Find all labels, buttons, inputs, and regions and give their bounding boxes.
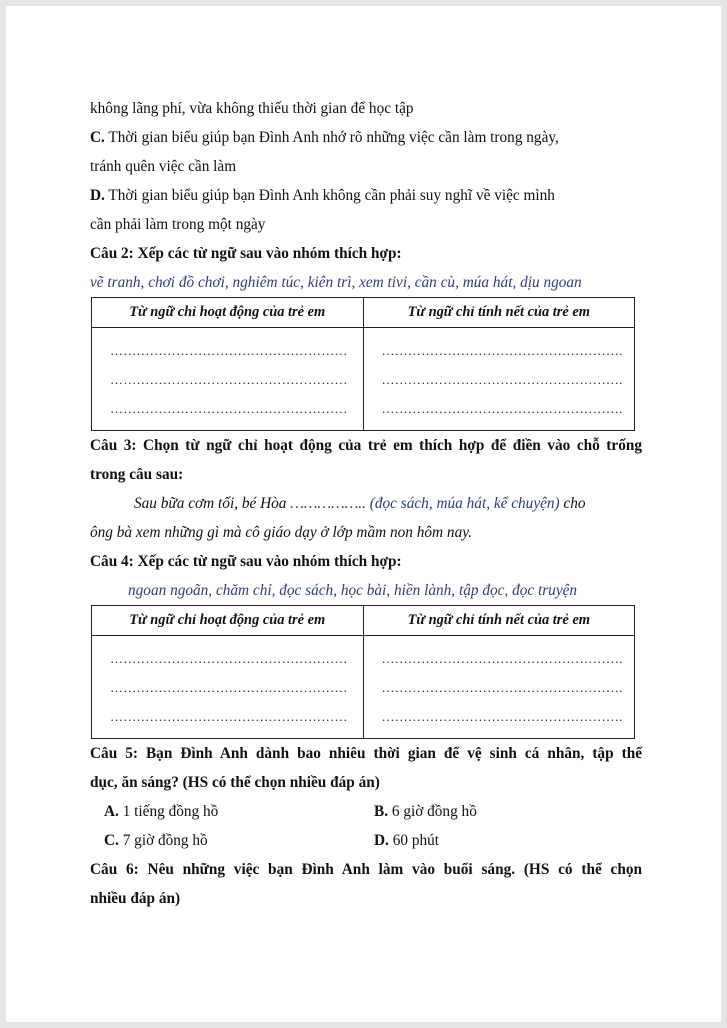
dotted-line: ………………………………………………. <box>381 680 623 695</box>
question-2-title: Câu 2: Xếp các từ ngữ sau vào nhóm thích hợp: <box>90 245 402 262</box>
table-header-character: Từ ngữ chỉ tính nết của trẻ em <box>363 606 635 636</box>
dotted-line: ……………………………………………… <box>110 651 348 666</box>
question-5-options-row <box>90 797 642 826</box>
table-header-activity: Từ ngữ chỉ hoạt động của trẻ em <box>92 298 364 328</box>
text-line: cần phải làm trong một ngày <box>90 216 266 233</box>
question-5-title-cont: dục, ăn sáng? (HS có thể chọn nhiều đáp án) <box>90 774 380 791</box>
document-content <box>90 94 642 913</box>
answer-cell-character[interactable] <box>363 636 635 739</box>
document-page <box>6 6 721 1022</box>
option-text: Thời gian biểu giúp bạn Đình Anh nhớ rõ những việc cần làm trong ngày, <box>104 129 559 146</box>
question-2-table <box>91 297 635 431</box>
option-label: B. <box>374 803 389 820</box>
answer-cell-character[interactable] <box>363 328 635 431</box>
dotted-line: ………………………………………………. <box>381 343 623 358</box>
question-3-sentence-cont: ông bà xem những gì mà cô giáo dạy ở lớp mầm non hôm nay. <box>90 524 472 541</box>
dotted-line: ………………………………………………. <box>381 651 623 666</box>
fill-blank[interactable]: …………….. <box>286 495 370 512</box>
dotted-line: ………………………………………………. <box>381 709 623 724</box>
dotted-line: ……………………………………………… <box>110 401 348 416</box>
question-4-title: Câu 4: Xếp các từ ngữ sau vào nhóm thích hợp: <box>90 553 402 570</box>
question-5-options-row <box>90 826 642 855</box>
table-header-character: Từ ngữ chỉ tính nết của trẻ em <box>363 298 635 328</box>
option-d[interactable] <box>374 826 439 855</box>
option-text: Thời gian biểu giúp bạn Đình Anh không cần phải suy nghĩ về việc mình <box>104 187 555 204</box>
option-b[interactable] <box>374 797 477 826</box>
table-header-activity: Từ ngữ chỉ hoạt động của trẻ em <box>92 606 364 636</box>
text-line: tránh quên việc cần làm <box>90 158 237 175</box>
dotted-line: ……………………………………………… <box>110 680 348 695</box>
answer-cell-activity[interactable] <box>92 328 364 431</box>
question-4-words: ngoan ngoãn, chăm chỉ, đọc sách, học bài, hiền lành, tập đọc, đọc truyện <box>128 582 578 599</box>
question-2-words: vẽ tranh, chơi đồ chơi, nghiêm túc, kiên trì, xem tivi, cần cù, múa hát, dịu ngoan <box>90 274 582 291</box>
dotted-line: ……………………………………………… <box>110 343 348 358</box>
option-a[interactable] <box>90 797 374 826</box>
option-text: 1 tiếng đồng hồ <box>118 803 219 820</box>
option-c-line <box>90 123 642 152</box>
option-label: D. <box>374 832 389 849</box>
option-label: A. <box>104 803 119 820</box>
option-d-line <box>90 181 642 210</box>
answer-cell-activity[interactable] <box>92 636 364 739</box>
option-c[interactable] <box>90 826 374 855</box>
question-3-title: Câu 3: Chọn từ ngữ chỉ hoạt động của trẻ em thích hợp để điền vào chỗ trống <box>90 437 642 454</box>
option-label: C. <box>90 129 105 146</box>
option-text: 6 giờ đồng hồ <box>388 803 477 820</box>
dotted-line: ………………………………………………. <box>381 401 623 416</box>
dotted-line: ……………………………………………… <box>110 372 348 387</box>
option-text: 60 phút <box>388 832 440 849</box>
question-3-title-cont: trong câu sau: <box>90 466 184 483</box>
question-6-title: Câu 6: Nêu những việc bạn Đình Anh làm vào buổi sáng. (HS có thể chọn <box>90 861 642 878</box>
question-3-sentence <box>90 489 642 518</box>
option-label: D. <box>90 187 105 204</box>
choice-list: (đọc sách, múa hát, kể chuyện) <box>369 495 560 512</box>
dotted-line: ………………………………………………. <box>381 372 623 387</box>
option-text: 7 giờ đồng hồ <box>118 832 208 849</box>
question-6-title-cont: nhiều đáp án) <box>90 890 181 907</box>
dotted-line: ……………………………………………… <box>110 709 348 724</box>
option-label: C. <box>104 832 119 849</box>
sentence-text: cho <box>559 495 586 512</box>
question-4-table <box>91 605 635 739</box>
text-line: không lãng phí, vừa không thiếu thời gian để học tập <box>90 100 414 117</box>
question-5-title: Câu 5: Bạn Đình Anh dành bao nhiêu thời gian để vệ sinh cá nhân, tập thể <box>90 745 642 762</box>
sentence-text: Sau bữa cơm tối, bé Hòa <box>134 495 287 512</box>
